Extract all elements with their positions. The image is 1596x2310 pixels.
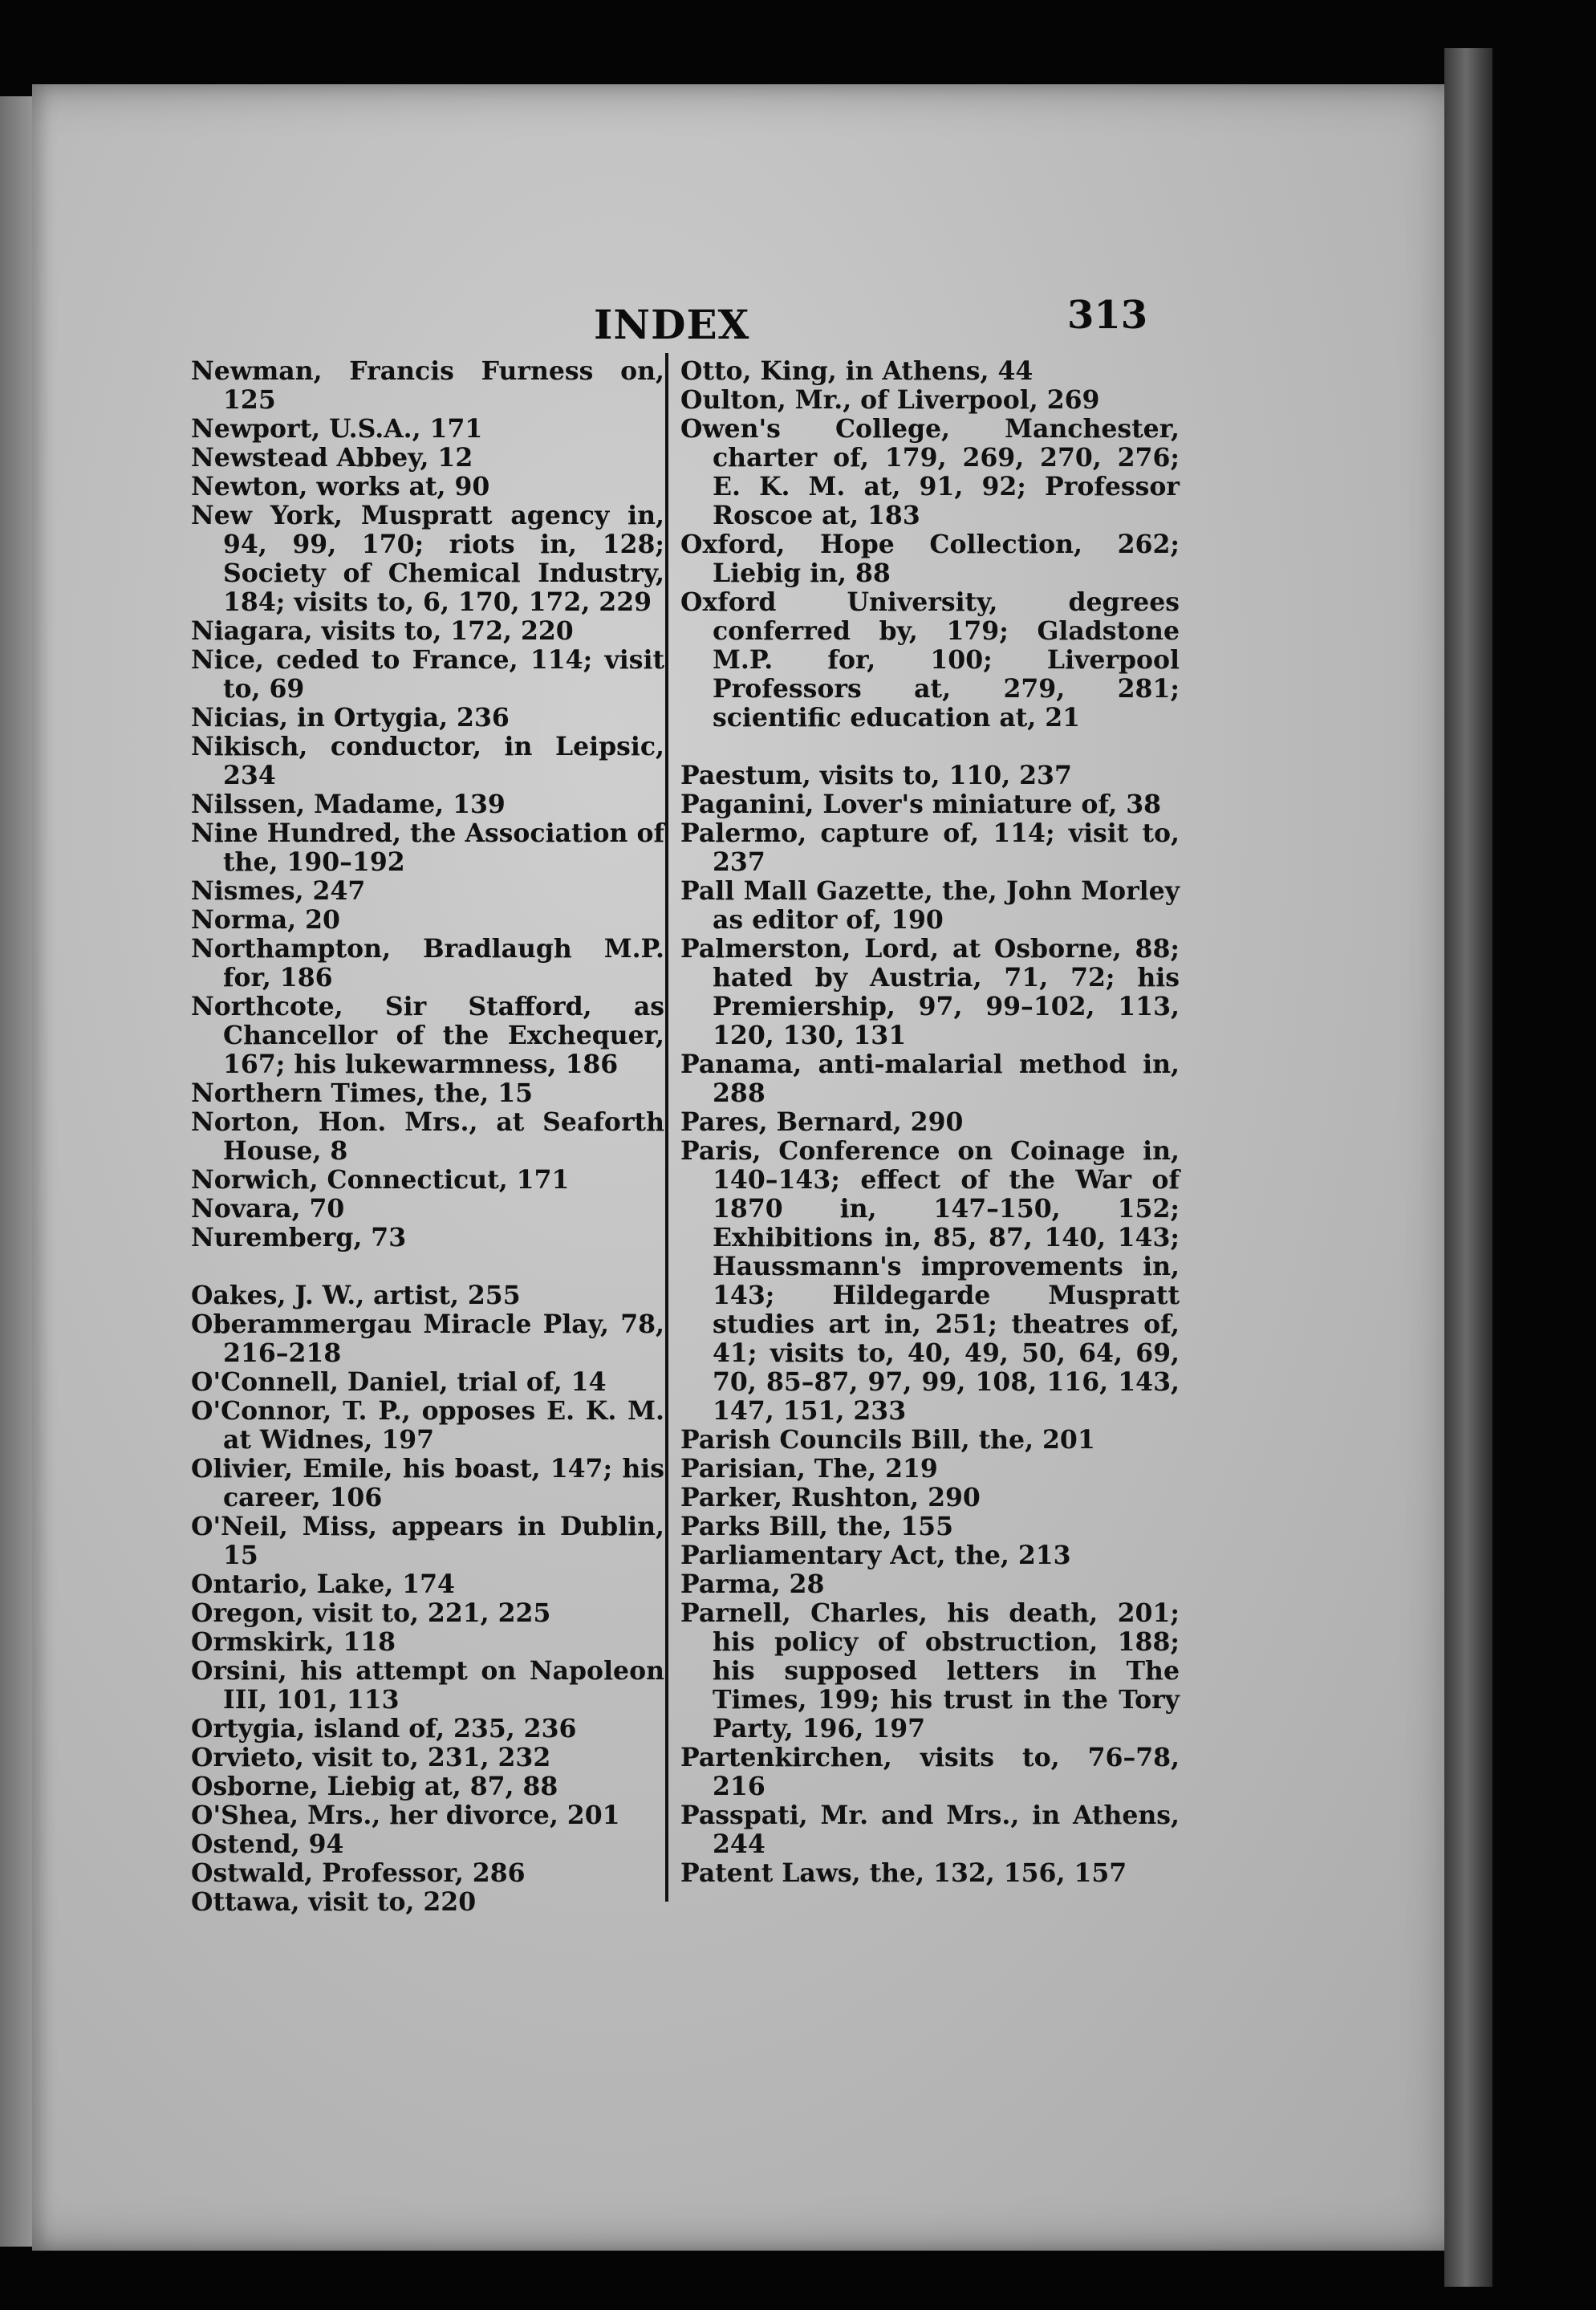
index-entry: Parnell, Charles, his death, 201; his policy of obstruction, 188; his supposed letters in The Times, 199; his trust in the Tory Party, 196, 197 <box>680 1598 1180 1744</box>
index-entry: Nuremberg, 73 <box>191 1223 407 1252</box>
index-entry: Paestum, visits to, 110, 237 <box>680 761 1072 790</box>
index-entry: Ostwald, Professor, 286 <box>191 1858 526 1888</box>
index-entry: Norton, Hon. Mrs., at Seaforth House, 8 <box>191 1107 664 1166</box>
index-entry: Oxford University, degrees conferred by, 179; Gladstone M.P. for, 100; Liverpool Professors at, 279, 281; scientific education at, 21 <box>680 587 1180 733</box>
index-entry: Oakes, J. W., artist, 255 <box>191 1281 521 1310</box>
index-entry: Otto, King, in Athens, 44 <box>680 356 1034 386</box>
index-entry: Olivier, Emile, his boast, 147; his career, 106 <box>191 1454 664 1512</box>
index-entry: Newton, works at, 90 <box>191 472 490 501</box>
index-entry: Palermo, capture of, 114; visit to, 237 <box>680 818 1180 877</box>
index-entry: Parish Councils Bill, the, 201 <box>680 1425 1095 1455</box>
book-page <box>32 84 1484 2251</box>
index-entry: Osborne, Liebig at, 87, 88 <box>191 1772 558 1801</box>
index-entry: Pares, Bernard, 290 <box>680 1107 964 1137</box>
index-entry: New York, Muspratt agency in, 94, 99, 170; riots in, 128; Society of Chemical Industry, 184; visits to, 6, 170, 172, 229 <box>191 501 664 617</box>
index-entry: Panama, anti-malarial method in, 288 <box>680 1049 1180 1108</box>
index-entry: Oberammergau Miracle Play, 78, 216–218 <box>191 1309 664 1368</box>
column-divider <box>665 353 668 1902</box>
index-entry: Nikisch, conductor, in Leipsic, 234 <box>191 732 664 790</box>
index-entry: Paris, Conference on Coinage in, 140–143; effect of the War of 1870 in, 147–150, 152; Exhibitions in, 85, 87, 140, 143; Haussmann's improvements in, 143; Hildegarde Muspratt studies art in, 251; theatres of, 41; visits to, 40, 49, 50, 64, 69, 70, 85–87, 97, 99, 108, 116, 143, 147, 151, 233 <box>680 1136 1180 1426</box>
index-entry: Newman, Francis Furness on, 125 <box>191 356 664 415</box>
index-entry: Parisian, The, 219 <box>680 1454 938 1484</box>
page-number: 313 <box>1067 293 1148 338</box>
page-title: INDEX <box>594 301 750 348</box>
index-entry: Nine Hundred, the Association of the, 190–192 <box>191 818 664 877</box>
index-entry: Palmerston, Lord, at Osborne, 88; hated by Austria, 71, 72; his Premiership, 97, 99–102, 113, 120, 130, 131 <box>680 934 1180 1050</box>
index-entry: Oulton, Mr., of Liverpool, 269 <box>680 385 1100 415</box>
index-entry: Ontario, Lake, 174 <box>191 1569 455 1599</box>
index-entry: O'Connor, T. P., opposes E. K. M. at Widnes, 197 <box>191 1396 664 1455</box>
index-entry: Parker, Rushton, 290 <box>680 1483 981 1512</box>
page-binding-edge <box>1444 48 1492 2287</box>
index-entry: Paganini, Lover's miniature of, 38 <box>680 790 1162 819</box>
index-entry: Ostend, 94 <box>191 1829 344 1859</box>
index-entry: Ormskirk, 118 <box>191 1627 396 1657</box>
index-entry: Northampton, Bradlaugh M.P. for, 186 <box>191 934 664 993</box>
index-entry: Parks Bill, the, 155 <box>680 1512 954 1541</box>
index-entry: Oxford, Hope Collection, 262; Liebig in, 88 <box>680 530 1180 588</box>
index-entry: Orvieto, visit to, 231, 232 <box>191 1743 551 1772</box>
index-entry: O'Shea, Mrs., her divorce, 201 <box>191 1801 620 1830</box>
section-gap <box>680 733 1180 761</box>
index-entry: Orsini, his attempt on Napoleon III, 101, 113 <box>191 1656 664 1715</box>
index-entry: Nilssen, Madame, 139 <box>191 790 506 819</box>
index-entry: Pall Mall Gazette, the, John Morley as editor of, 190 <box>680 876 1180 935</box>
index-column-right <box>680 357 1180 1888</box>
section-gap <box>191 1252 664 1281</box>
index-entry: Oregon, visit to, 221, 225 <box>191 1598 551 1628</box>
index-entry: Parliamentary Act, the, 213 <box>680 1541 1071 1570</box>
index-entry: Nice, ceded to France, 114; visit to, 69 <box>191 645 664 704</box>
index-entry: Patent Laws, the, 132, 156, 157 <box>680 1858 1127 1888</box>
index-entry: Norwich, Connecticut, 171 <box>191 1165 570 1195</box>
index-entry: Northern Times, the, 15 <box>191 1078 534 1108</box>
index-entry: Norma, 20 <box>191 905 340 935</box>
index-entry: Newport, U.S.A., 171 <box>191 414 483 444</box>
index-entry: O'Neil, Miss, appears in Dublin, 15 <box>191 1512 664 1570</box>
index-entry: Nismes, 247 <box>191 876 366 906</box>
index-entry: Nicias, in Ortygia, 236 <box>191 703 510 733</box>
index-entry: Partenkirchen, visits to, 76–78, 216 <box>680 1743 1180 1801</box>
index-entry: Ottawa, visit to, 220 <box>191 1887 477 1917</box>
index-entry: O'Connell, Daniel, trial of, 14 <box>191 1367 607 1397</box>
index-entry: Parma, 28 <box>680 1569 825 1599</box>
index-entry: Owen's College, Manchester, charter of, 179, 269, 270, 276; E. K. M. at, 91, 92; Professor Roscoe at, 183 <box>680 414 1180 530</box>
index-entry: Passpati, Mr. and Mrs., in Athens, 244 <box>680 1801 1180 1859</box>
index-entry: Newstead Abbey, 12 <box>191 443 473 473</box>
index-entry: Northcote, Sir Stafford, as Chancellor of the Exchequer, 167; his lukewarmness, 186 <box>191 992 664 1079</box>
index-entry: Niagara, visits to, 172, 220 <box>191 616 574 646</box>
index-entry: Novara, 70 <box>191 1194 345 1224</box>
running-head <box>32 189 1444 348</box>
index-entry: Ortygia, island of, 235, 236 <box>191 1714 577 1744</box>
index-column-left <box>191 357 664 1917</box>
